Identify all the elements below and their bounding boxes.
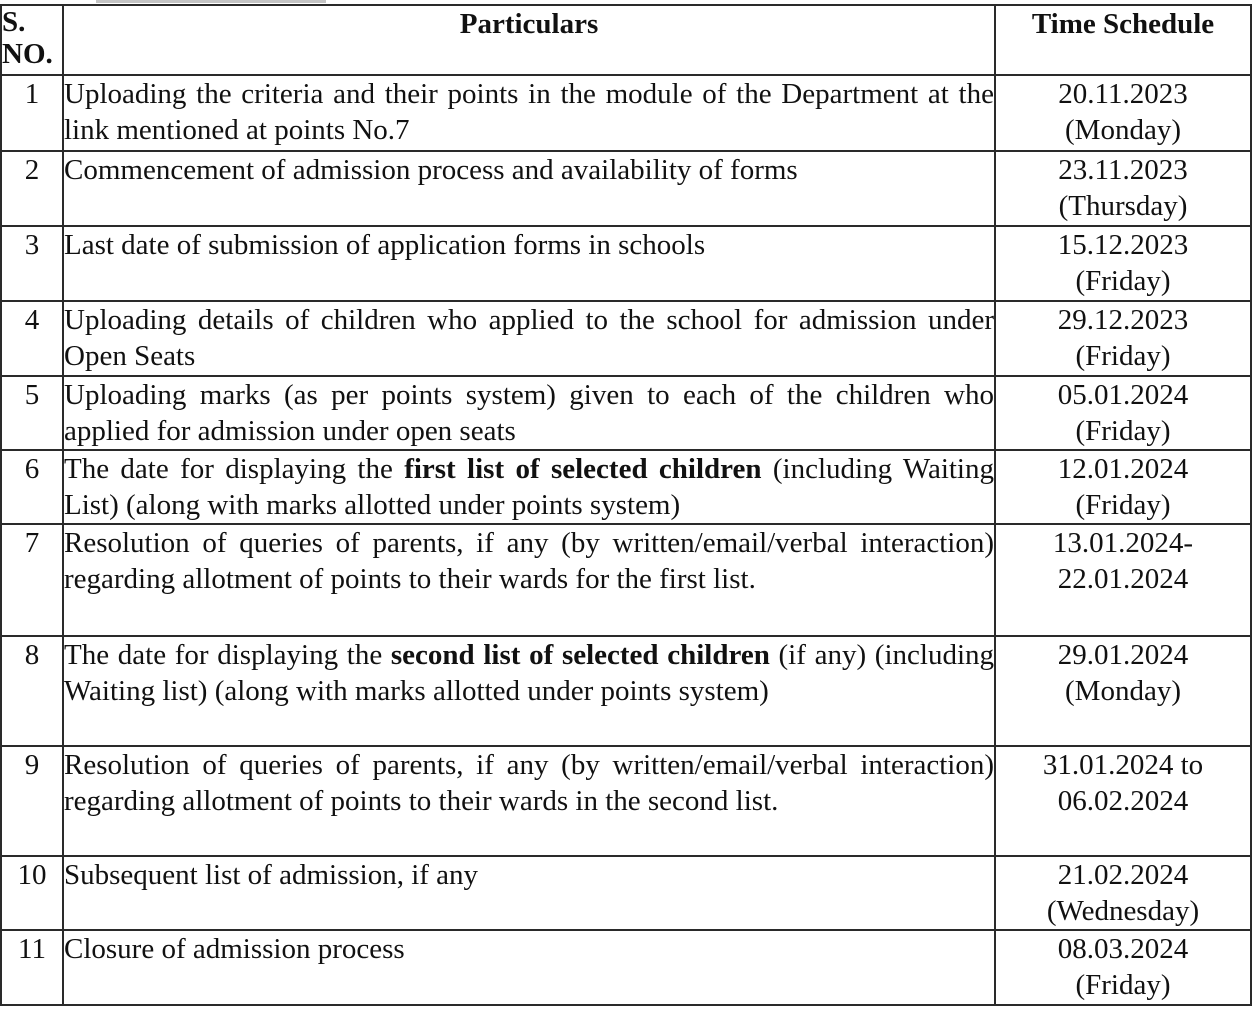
row-time	[995, 856, 1251, 930]
row-sno: 9	[1, 746, 63, 856]
row-time	[995, 301, 1251, 376]
row-date: 15.12.2023	[1057, 229, 1189, 261]
header-particulars: Particulars	[63, 5, 995, 75]
row-particulars	[63, 151, 995, 226]
row-particulars	[63, 301, 995, 376]
row-date: 29.01.2024	[1057, 639, 1189, 671]
row-text-after: (including Waiting List) (along with marks allotted under points system)	[64, 453, 994, 521]
row-text: Commencement of admission process and availability of forms	[64, 154, 798, 186]
row-sno: 8	[1, 636, 63, 746]
row-date-note: (Wednesday)	[1046, 895, 1200, 927]
row-date: 13.01.2024-	[1052, 527, 1194, 559]
row-date-note: (Friday)	[1075, 340, 1171, 372]
table-row	[1, 226, 1251, 301]
row-particulars	[63, 930, 995, 1005]
cropped-text-remnant	[96, 0, 326, 3]
row-time	[995, 746, 1251, 856]
row-date-note: (Thursday)	[1058, 190, 1188, 222]
row-sno: 5	[1, 376, 63, 450]
table-row	[1, 930, 1251, 1005]
row-particulars	[63, 376, 995, 450]
row-time	[995, 376, 1251, 450]
row-time	[995, 450, 1251, 524]
row-time	[995, 151, 1251, 226]
row-particulars	[63, 226, 995, 301]
row-time	[995, 930, 1251, 1005]
row-date: 08.03.2024	[1057, 933, 1189, 965]
row-sno: 10	[1, 856, 63, 930]
row-date-note: (Monday)	[1065, 114, 1181, 146]
row-date-note: (Monday)	[1065, 675, 1181, 707]
row-date-note: (Friday)	[1075, 489, 1171, 521]
row-text: Resolution of queries of parents, if any (by written/email/verbal interaction) regarding allotment of points to their wards for the first list.	[64, 527, 994, 595]
row-text: Closure of admission process	[64, 933, 405, 965]
row-bold-text: first list of selected children	[404, 453, 762, 485]
table-header-row	[1, 5, 1251, 75]
row-date: 29.12.2023	[1057, 304, 1189, 336]
row-date-end: 22.01.2024	[1057, 563, 1189, 595]
row-date: 20.11.2023	[1058, 78, 1188, 110]
row-particulars	[63, 450, 995, 524]
row-time	[995, 636, 1251, 746]
row-date-note: (Friday)	[1075, 969, 1171, 1001]
row-time	[995, 524, 1251, 636]
row-sno: 11	[1, 930, 63, 1005]
row-particulars	[63, 524, 995, 636]
row-date: 23.11.2023	[1058, 154, 1188, 186]
table-row	[1, 636, 1251, 746]
row-date-note: (Friday)	[1075, 265, 1171, 297]
row-time	[995, 226, 1251, 301]
table-row	[1, 75, 1251, 151]
row-sno: 7	[1, 524, 63, 636]
row-text: Uploading the criteria and their points in the module of the Department at the link mentioned at points No.7	[64, 78, 994, 146]
row-date: 31.01.2024 to	[1042, 749, 1204, 781]
row-bold-text: second list of selected children	[390, 639, 770, 671]
row-particulars	[63, 856, 995, 930]
row-text: Uploading details of children who applied to the school for admission under Open Seats	[64, 304, 994, 372]
row-date: 05.01.2024	[1057, 379, 1189, 411]
table-row	[1, 746, 1251, 856]
row-text-after: (if any) (including Waiting list) (along with marks allotted under points system)	[64, 639, 994, 707]
row-text: Uploading marks (as per points system) given to each of the children who applied for admission under open seats	[64, 379, 994, 447]
table-row	[1, 301, 1251, 376]
row-sno: 3	[1, 226, 63, 301]
header-time-schedule: Time Schedule	[995, 5, 1251, 75]
row-sno: 1	[1, 75, 63, 151]
table-row	[1, 151, 1251, 226]
row-particulars	[63, 75, 995, 151]
row-date: 21.02.2024	[1057, 859, 1189, 891]
header-sno: S. NO.	[1, 5, 63, 75]
row-sno: 6	[1, 450, 63, 524]
row-sno: 2	[1, 151, 63, 226]
row-text: The date for displaying the	[64, 453, 405, 485]
row-text: Subsequent list of admission, if any	[64, 859, 479, 891]
row-time	[995, 75, 1251, 151]
table-row	[1, 450, 1251, 524]
row-text: Resolution of queries of parents, if any (by written/email/verbal interaction) regarding allotment of points to their wards in the second list.	[64, 749, 994, 817]
table-row	[1, 524, 1251, 636]
row-date: 12.01.2024	[1057, 453, 1189, 485]
row-date-note: (Friday)	[1075, 415, 1171, 447]
row-text: The date for displaying the	[64, 639, 391, 671]
row-particulars	[63, 746, 995, 856]
row-sno: 4	[1, 301, 63, 376]
table-row	[1, 376, 1251, 450]
row-text: Last date of submission of application forms in schools	[64, 229, 706, 261]
table-row	[1, 856, 1251, 930]
admission-schedule-table	[0, 4, 1252, 1006]
row-date-end: 06.02.2024	[1057, 785, 1189, 817]
row-particulars	[63, 636, 995, 746]
